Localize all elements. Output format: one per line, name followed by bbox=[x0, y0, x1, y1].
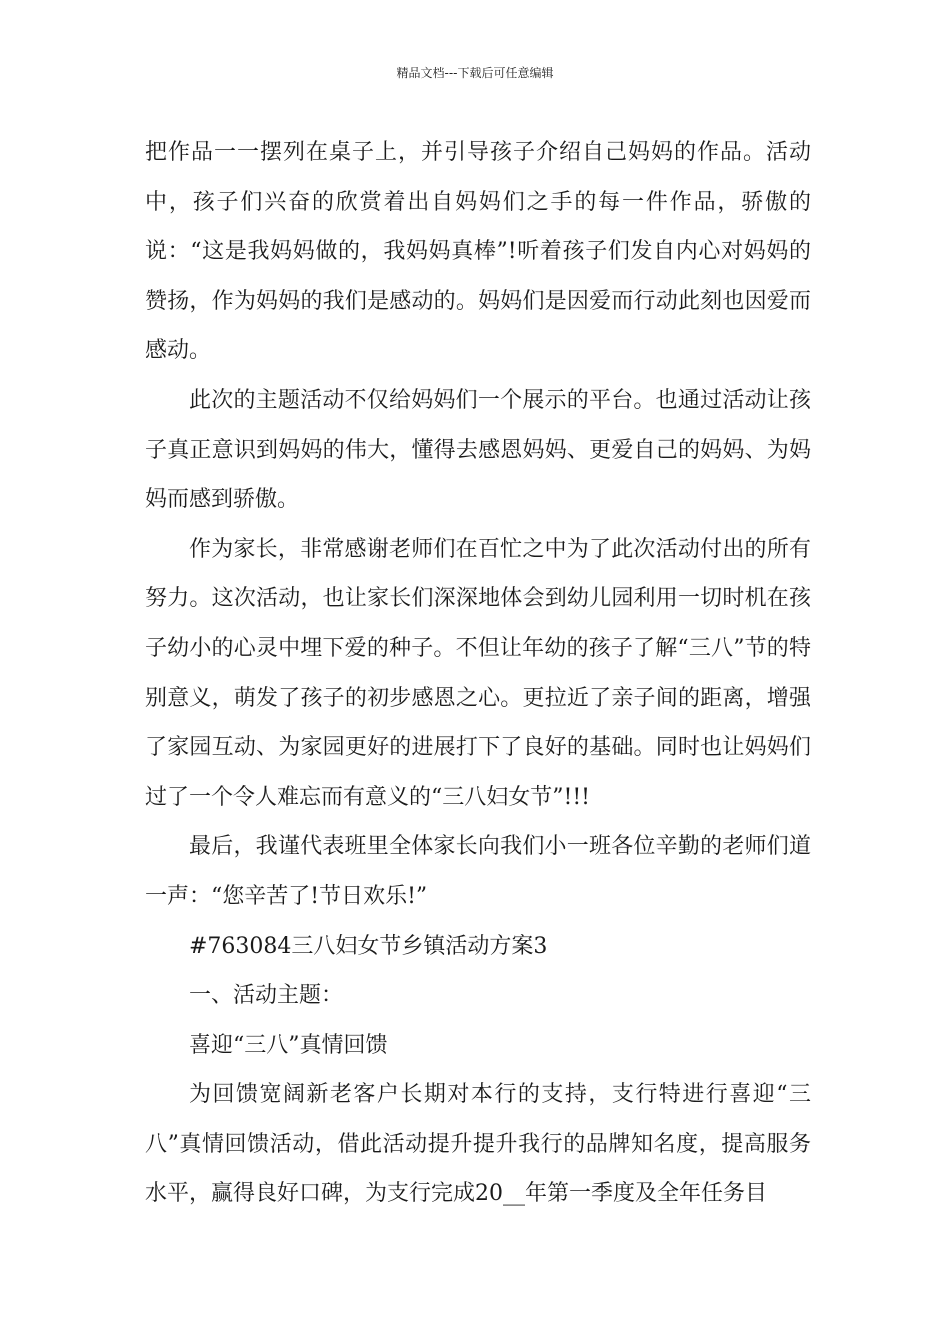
page-header: 精品文档---下载后可任意编辑 bbox=[396, 66, 554, 80]
paragraph-2: 此次的主题活动不仅给妈妈们一个展示的平台。也通过活动让孩子真正意识到妈妈的伟大，懂得去感恩妈妈、更爱自己的妈妈、为妈妈而感到骄傲。 bbox=[145, 387, 811, 513]
document-body bbox=[145, 128, 811, 1219]
paragraph-1: 把作品一一摆列在桌子上，并引导孩子介绍自己妈妈的作品。活动中，孩子们兴奋的欣赏着出自妈妈们之手的每一件作品，骄傲的说：“这是我妈妈做的，我妈妈真棒”!听着孩子们发自内心对妈妈的赞扬，作为妈妈的我们是感动的。妈妈们是因爱而行动此刻也因爱而感动。 bbox=[145, 140, 811, 364]
paragraph-3: 作为家长，非常感谢老师们在百忙之中为了此次活动付出的所有努力。这次活动，也让家长们深深地体会到幼儿园利用一切时机在孩子幼小的心灵中埋下爱的种子。不但让年幼的孩子了解“三八”节的特别意义，萌发了孩子的初步感恩之心。更拉近了亲子间的距离，增强了家园互动、为家园更好的进展打下了良好的基础。同时也让妈妈们过了一个令人难忘而有意义的“三八妇女节”!!! bbox=[145, 536, 811, 810]
paragraph-4: 最后，我谨代表班里全体家长向我们小一班各位辛勤的老师们道一声：“您辛苦了!节日欢乐!” bbox=[145, 834, 811, 909]
theme-title: 喜迎“三八”真情回馈 bbox=[189, 1032, 388, 1058]
subheading-activity-theme: 一、活动主题： bbox=[189, 983, 344, 1009]
section-heading: #763084三八妇女节乡镇活动方案3 bbox=[189, 933, 548, 959]
paragraph-5: 为回馈宽阔新老客户长期对本行的支持，支行特进行喜迎“三八”真情回馈活动，借此活动提升提升我行的品牌知名度，提高服务水平，赢得良好口碑，为支行完成20__年第一季度及全年任务目 bbox=[145, 1082, 811, 1207]
